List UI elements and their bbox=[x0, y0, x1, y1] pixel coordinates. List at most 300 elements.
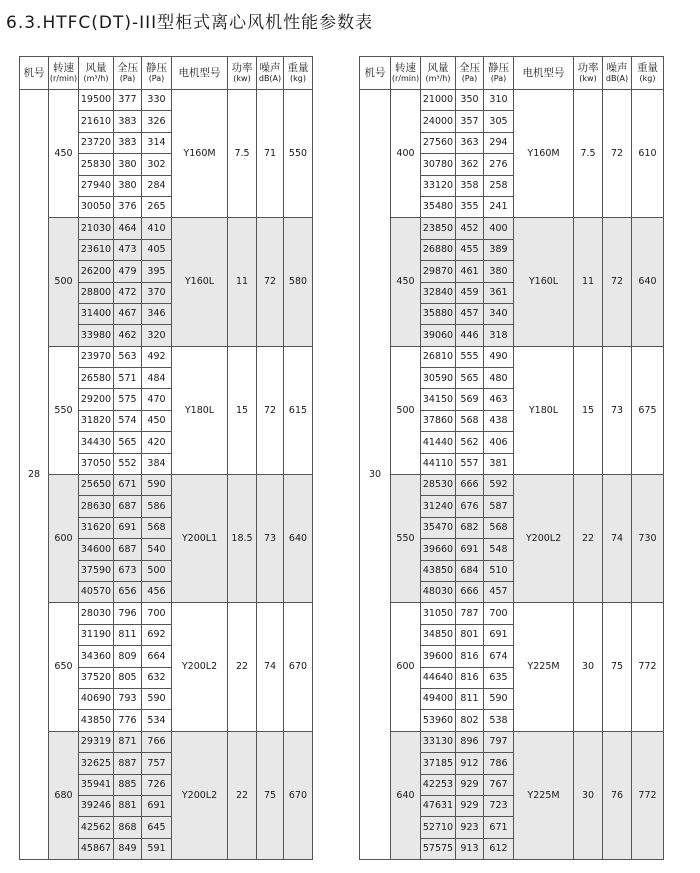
motor-cell: Y160M bbox=[514, 90, 574, 218]
total-pressure-cell: 380 bbox=[114, 154, 142, 175]
airflow-cell: 27560 bbox=[421, 132, 456, 153]
weight-cell: 772 bbox=[632, 731, 664, 859]
speed-cell: 500 bbox=[49, 218, 79, 346]
col-header-speed bbox=[49, 57, 79, 90]
col-header-power-label: 功率 bbox=[231, 61, 253, 74]
airflow-cell: 31050 bbox=[421, 603, 456, 624]
col-header-static-pressure-label: 静压 bbox=[146, 61, 167, 74]
speed-cell: 550 bbox=[49, 346, 79, 474]
total-pressure-cell: 358 bbox=[456, 175, 484, 196]
airflow-cell: 19500 bbox=[79, 90, 114, 111]
airflow-cell: 47631 bbox=[421, 795, 456, 816]
static-pressure-cell: 318 bbox=[484, 325, 514, 346]
total-pressure-cell: 913 bbox=[456, 838, 484, 859]
speed-cell: 500 bbox=[391, 346, 421, 474]
col-header-speed-label: 转速 bbox=[395, 61, 416, 74]
static-pressure-cell: 330 bbox=[142, 90, 172, 111]
total-pressure-cell: 557 bbox=[456, 453, 484, 474]
col-header-model bbox=[360, 57, 391, 90]
airflow-cell: 25830 bbox=[79, 154, 114, 175]
noise-cell: 72 bbox=[257, 346, 284, 474]
static-pressure-cell: 314 bbox=[142, 132, 172, 153]
table-row bbox=[360, 346, 664, 367]
motor-cell: Y200L1 bbox=[172, 475, 228, 603]
airflow-cell: 42562 bbox=[79, 817, 114, 838]
static-pressure-cell: 395 bbox=[142, 261, 172, 282]
static-pressure-cell: 590 bbox=[142, 688, 172, 709]
motor-cell: Y180L bbox=[172, 346, 228, 474]
static-pressure-cell: 664 bbox=[142, 646, 172, 667]
total-pressure-cell: 912 bbox=[456, 753, 484, 774]
airflow-cell: 34600 bbox=[79, 539, 114, 560]
airflow-cell: 39600 bbox=[421, 646, 456, 667]
table-row bbox=[360, 218, 664, 239]
total-pressure-cell: 455 bbox=[456, 239, 484, 260]
static-pressure-cell: 590 bbox=[142, 475, 172, 496]
noise-cell: 72 bbox=[603, 218, 632, 346]
col-header-static-pressure-label: 静压 bbox=[488, 61, 509, 74]
col-header-static-pressure-unit: (Pa) bbox=[148, 74, 165, 84]
weight-cell: 550 bbox=[284, 90, 313, 218]
col-header-speed-unit: (r/min) bbox=[49, 74, 78, 84]
col-header-motor-label: 电机型号 bbox=[178, 66, 221, 79]
total-pressure-cell: 467 bbox=[114, 303, 142, 324]
static-pressure-cell: 692 bbox=[142, 624, 172, 645]
static-pressure-cell: 370 bbox=[142, 282, 172, 303]
total-pressure-cell: 929 bbox=[456, 774, 484, 795]
header-row bbox=[360, 57, 664, 90]
static-pressure-cell: 302 bbox=[142, 154, 172, 175]
airflow-cell: 42253 bbox=[421, 774, 456, 795]
total-pressure-cell: 459 bbox=[456, 282, 484, 303]
airflow-cell: 41440 bbox=[421, 432, 456, 453]
power-cell: 18.5 bbox=[228, 475, 257, 603]
col-header-power-unit: (kw) bbox=[579, 74, 597, 84]
speed-cell: 400 bbox=[391, 90, 421, 218]
static-pressure-cell: 258 bbox=[484, 175, 514, 196]
total-pressure-cell: 569 bbox=[456, 389, 484, 410]
table-row bbox=[20, 346, 313, 367]
page-title: 6.3.HTFC(DT)-III型柜式离心风机性能参数表 bbox=[6, 13, 374, 33]
total-pressure-cell: 816 bbox=[456, 646, 484, 667]
airflow-cell: 37590 bbox=[79, 560, 114, 581]
total-pressure-cell: 350 bbox=[456, 90, 484, 111]
total-pressure-cell: 355 bbox=[456, 196, 484, 217]
noise-cell: 72 bbox=[603, 90, 632, 218]
airflow-cell: 21000 bbox=[421, 90, 456, 111]
col-header-power bbox=[228, 57, 257, 90]
static-pressure-cell: 400 bbox=[484, 218, 514, 239]
airflow-cell: 49400 bbox=[421, 688, 456, 709]
total-pressure-cell: 383 bbox=[114, 111, 142, 132]
static-pressure-cell: 691 bbox=[142, 795, 172, 816]
total-pressure-cell: 687 bbox=[114, 496, 142, 517]
col-header-static-pressure bbox=[142, 57, 172, 90]
static-pressure-cell: 786 bbox=[484, 753, 514, 774]
airflow-cell: 35470 bbox=[421, 517, 456, 538]
total-pressure-cell: 473 bbox=[114, 239, 142, 260]
airflow-cell: 26810 bbox=[421, 346, 456, 367]
static-pressure-cell: 587 bbox=[484, 496, 514, 517]
total-pressure-cell: 446 bbox=[456, 325, 484, 346]
total-pressure-cell: 563 bbox=[114, 346, 142, 367]
total-pressure-cell: 362 bbox=[456, 154, 484, 175]
airflow-cell: 37050 bbox=[79, 453, 114, 474]
speed-cell: 450 bbox=[391, 218, 421, 346]
perf-table-28 bbox=[19, 56, 313, 860]
static-pressure-cell: 510 bbox=[484, 560, 514, 581]
speed-cell: 680 bbox=[49, 731, 79, 859]
airflow-cell: 26200 bbox=[79, 261, 114, 282]
weight-cell: 580 bbox=[284, 218, 313, 346]
col-header-model bbox=[20, 57, 49, 90]
total-pressure-cell: 923 bbox=[456, 817, 484, 838]
static-pressure-cell: 726 bbox=[142, 774, 172, 795]
total-pressure-cell: 462 bbox=[114, 325, 142, 346]
static-pressure-cell: 590 bbox=[484, 688, 514, 709]
airflow-cell: 44640 bbox=[421, 667, 456, 688]
col-header-weight bbox=[284, 57, 313, 90]
speed-cell: 640 bbox=[391, 731, 421, 859]
col-header-motor bbox=[172, 57, 228, 90]
total-pressure-cell: 811 bbox=[114, 624, 142, 645]
static-pressure-cell: 420 bbox=[142, 432, 172, 453]
static-pressure-cell: 500 bbox=[142, 560, 172, 581]
total-pressure-cell: 691 bbox=[114, 517, 142, 538]
total-pressure-cell: 377 bbox=[114, 90, 142, 111]
power-cell: 30 bbox=[574, 603, 603, 731]
airflow-cell: 43850 bbox=[79, 710, 114, 731]
total-pressure-cell: 849 bbox=[114, 838, 142, 859]
col-header-noise-label: 噪声 bbox=[606, 61, 628, 74]
col-header-total-pressure bbox=[456, 57, 484, 90]
col-header-weight-unit: (kg) bbox=[639, 74, 656, 84]
motor-cell: Y160L bbox=[514, 218, 574, 346]
static-pressure-cell: 456 bbox=[142, 581, 172, 602]
total-pressure-cell: 801 bbox=[456, 624, 484, 645]
airflow-cell: 34360 bbox=[79, 646, 114, 667]
col-header-total-pressure bbox=[114, 57, 142, 90]
motor-cell: Y180L bbox=[514, 346, 574, 474]
airflow-cell: 23970 bbox=[79, 346, 114, 367]
col-header-noise-unit: dB(A) bbox=[605, 74, 629, 84]
col-header-noise bbox=[257, 57, 284, 90]
power-cell: 22 bbox=[228, 603, 257, 731]
col-header-speed-unit: (r/min) bbox=[391, 74, 420, 84]
total-pressure-cell: 896 bbox=[456, 731, 484, 752]
col-header-airflow-label: 风量 bbox=[427, 61, 449, 74]
table-row bbox=[20, 218, 313, 239]
airflow-cell: 35480 bbox=[421, 196, 456, 217]
total-pressure-cell: 565 bbox=[114, 432, 142, 453]
airflow-cell: 48030 bbox=[421, 581, 456, 602]
total-pressure-cell: 776 bbox=[114, 710, 142, 731]
airflow-cell: 37185 bbox=[421, 753, 456, 774]
col-header-noise bbox=[603, 57, 632, 90]
total-pressure-cell: 887 bbox=[114, 753, 142, 774]
total-pressure-cell: 805 bbox=[114, 667, 142, 688]
airflow-cell: 31190 bbox=[79, 624, 114, 645]
table-row bbox=[360, 475, 664, 496]
static-pressure-cell: 380 bbox=[484, 261, 514, 282]
power-cell: 11 bbox=[228, 218, 257, 346]
total-pressure-cell: 871 bbox=[114, 731, 142, 752]
airflow-cell: 28530 bbox=[421, 475, 456, 496]
performance-table-left bbox=[19, 56, 313, 860]
total-pressure-cell: 656 bbox=[114, 581, 142, 602]
airflow-cell: 31820 bbox=[79, 410, 114, 431]
col-header-speed bbox=[391, 57, 421, 90]
airflow-cell: 32840 bbox=[421, 282, 456, 303]
total-pressure-cell: 809 bbox=[114, 646, 142, 667]
weight-cell: 730 bbox=[632, 475, 664, 603]
airflow-cell: 30050 bbox=[79, 196, 114, 217]
airflow-cell: 30780 bbox=[421, 154, 456, 175]
airflow-cell: 43850 bbox=[421, 560, 456, 581]
col-header-noise-label: 噪声 bbox=[259, 61, 281, 74]
col-header-airflow-label: 风量 bbox=[85, 61, 107, 74]
airflow-cell: 29319 bbox=[79, 731, 114, 752]
col-header-weight-label: 重量 bbox=[287, 61, 309, 74]
power-cell: 11 bbox=[574, 218, 603, 346]
airflow-cell: 23850 bbox=[421, 218, 456, 239]
table-row bbox=[20, 603, 313, 624]
weight-cell: 610 bbox=[632, 90, 664, 218]
total-pressure-cell: 376 bbox=[114, 196, 142, 217]
static-pressure-cell: 592 bbox=[484, 475, 514, 496]
col-header-total-pressure-unit: (Pa) bbox=[119, 74, 136, 84]
motor-cell: Y225M bbox=[514, 731, 574, 859]
noise-cell: 73 bbox=[257, 475, 284, 603]
power-cell: 7.5 bbox=[574, 90, 603, 218]
total-pressure-cell: 811 bbox=[456, 688, 484, 709]
airflow-cell: 27940 bbox=[79, 175, 114, 196]
col-header-power bbox=[574, 57, 603, 90]
total-pressure-cell: 568 bbox=[456, 410, 484, 431]
motor-cell: Y160M bbox=[172, 90, 228, 218]
static-pressure-cell: 294 bbox=[484, 132, 514, 153]
motor-cell: Y225M bbox=[514, 603, 574, 731]
col-header-total-pressure-unit: (Pa) bbox=[461, 74, 478, 84]
static-pressure-cell: 284 bbox=[142, 175, 172, 196]
static-pressure-cell: 305 bbox=[484, 111, 514, 132]
total-pressure-cell: 682 bbox=[456, 517, 484, 538]
total-pressure-cell: 881 bbox=[114, 795, 142, 816]
airflow-cell: 28800 bbox=[79, 282, 114, 303]
static-pressure-cell: 438 bbox=[484, 410, 514, 431]
col-header-static-pressure-unit: (Pa) bbox=[490, 74, 507, 84]
total-pressure-cell: 552 bbox=[114, 453, 142, 474]
col-header-total-pressure-label: 全压 bbox=[459, 61, 480, 74]
noise-cell: 74 bbox=[603, 475, 632, 603]
airflow-cell: 33980 bbox=[79, 325, 114, 346]
total-pressure-cell: 575 bbox=[114, 389, 142, 410]
table-row bbox=[20, 90, 313, 111]
table-row bbox=[360, 90, 664, 111]
static-pressure-cell: 700 bbox=[142, 603, 172, 624]
motor-cell: Y160L bbox=[172, 218, 228, 346]
airflow-cell: 30590 bbox=[421, 368, 456, 389]
static-pressure-cell: 534 bbox=[142, 710, 172, 731]
static-pressure-cell: 265 bbox=[142, 196, 172, 217]
airflow-cell: 34850 bbox=[421, 624, 456, 645]
total-pressure-cell: 684 bbox=[456, 560, 484, 581]
total-pressure-cell: 868 bbox=[114, 817, 142, 838]
col-header-weight-unit: (kg) bbox=[290, 74, 306, 84]
power-cell: 15 bbox=[228, 346, 257, 474]
static-pressure-cell: 346 bbox=[142, 303, 172, 324]
airflow-cell: 57575 bbox=[421, 838, 456, 859]
static-pressure-cell: 635 bbox=[484, 667, 514, 688]
col-header-model-label: 机号 bbox=[364, 66, 386, 79]
airflow-cell: 28030 bbox=[79, 603, 114, 624]
static-pressure-cell: 484 bbox=[142, 368, 172, 389]
total-pressure-cell: 452 bbox=[456, 218, 484, 239]
col-header-airflow-unit: (m³/h) bbox=[425, 74, 451, 84]
static-pressure-cell: 700 bbox=[484, 603, 514, 624]
airflow-cell: 24000 bbox=[421, 111, 456, 132]
speed-cell: 650 bbox=[49, 603, 79, 731]
airflow-cell: 34430 bbox=[79, 432, 114, 453]
col-header-weight-label: 重量 bbox=[637, 61, 658, 74]
airflow-cell: 52710 bbox=[421, 817, 456, 838]
airflow-cell: 25650 bbox=[79, 475, 114, 496]
total-pressure-cell: 787 bbox=[456, 603, 484, 624]
power-cell: 30 bbox=[574, 731, 603, 859]
power-cell: 15 bbox=[574, 346, 603, 474]
static-pressure-cell: 340 bbox=[484, 303, 514, 324]
col-header-airflow-unit: (m³/h) bbox=[83, 74, 109, 84]
col-header-weight bbox=[632, 57, 664, 90]
static-pressure-cell: 326 bbox=[142, 111, 172, 132]
airflow-cell: 39246 bbox=[79, 795, 114, 816]
motor-cell: Y200L2 bbox=[172, 731, 228, 859]
weight-cell: 640 bbox=[284, 475, 313, 603]
total-pressure-cell: 796 bbox=[114, 603, 142, 624]
total-pressure-cell: 457 bbox=[456, 303, 484, 324]
static-pressure-cell: 540 bbox=[142, 539, 172, 560]
static-pressure-cell: 492 bbox=[142, 346, 172, 367]
static-pressure-cell: 384 bbox=[142, 453, 172, 474]
static-pressure-cell: 632 bbox=[142, 667, 172, 688]
weight-cell: 640 bbox=[632, 218, 664, 346]
performance-table-right bbox=[359, 56, 664, 860]
table-row bbox=[20, 731, 313, 752]
total-pressure-cell: 479 bbox=[114, 261, 142, 282]
airflow-cell: 31240 bbox=[421, 496, 456, 517]
static-pressure-cell: 470 bbox=[142, 389, 172, 410]
static-pressure-cell: 671 bbox=[484, 817, 514, 838]
static-pressure-cell: 612 bbox=[484, 838, 514, 859]
airflow-cell: 31400 bbox=[79, 303, 114, 324]
airflow-cell: 29870 bbox=[421, 261, 456, 282]
total-pressure-cell: 816 bbox=[456, 667, 484, 688]
total-pressure-cell: 383 bbox=[114, 132, 142, 153]
table-row bbox=[360, 731, 664, 752]
noise-cell: 71 bbox=[257, 90, 284, 218]
static-pressure-cell: 548 bbox=[484, 539, 514, 560]
static-pressure-cell: 568 bbox=[142, 517, 172, 538]
total-pressure-cell: 562 bbox=[456, 432, 484, 453]
total-pressure-cell: 571 bbox=[114, 368, 142, 389]
airflow-cell: 21610 bbox=[79, 111, 114, 132]
static-pressure-cell: 568 bbox=[484, 517, 514, 538]
airflow-cell: 34150 bbox=[421, 389, 456, 410]
static-pressure-cell: 757 bbox=[142, 753, 172, 774]
total-pressure-cell: 929 bbox=[456, 795, 484, 816]
total-pressure-cell: 671 bbox=[114, 475, 142, 496]
airflow-cell: 23720 bbox=[79, 132, 114, 153]
noise-cell: 76 bbox=[603, 731, 632, 859]
col-header-total-pressure-label: 全压 bbox=[117, 61, 138, 74]
static-pressure-cell: 674 bbox=[484, 646, 514, 667]
airflow-cell: 33120 bbox=[421, 175, 456, 196]
static-pressure-cell: 406 bbox=[484, 432, 514, 453]
weight-cell: 670 bbox=[284, 603, 313, 731]
airflow-cell: 21030 bbox=[79, 218, 114, 239]
total-pressure-cell: 464 bbox=[114, 218, 142, 239]
noise-cell: 75 bbox=[603, 603, 632, 731]
airflow-cell: 31620 bbox=[79, 517, 114, 538]
noise-cell: 75 bbox=[257, 731, 284, 859]
speed-cell: 450 bbox=[49, 90, 79, 218]
static-pressure-cell: 389 bbox=[484, 239, 514, 260]
airflow-cell: 26580 bbox=[79, 368, 114, 389]
speed-cell: 600 bbox=[49, 475, 79, 603]
table-row bbox=[360, 603, 664, 624]
airflow-cell: 37860 bbox=[421, 410, 456, 431]
total-pressure-cell: 691 bbox=[456, 539, 484, 560]
col-header-airflow bbox=[79, 57, 114, 90]
airflow-cell: 35880 bbox=[421, 303, 456, 324]
airflow-cell: 45867 bbox=[79, 838, 114, 859]
airflow-cell: 23610 bbox=[79, 239, 114, 260]
perf-table-30 bbox=[359, 56, 664, 860]
total-pressure-cell: 793 bbox=[114, 688, 142, 709]
total-pressure-cell: 472 bbox=[114, 282, 142, 303]
noise-cell: 73 bbox=[603, 346, 632, 474]
col-header-power-label: 功率 bbox=[577, 61, 599, 74]
static-pressure-cell: 691 bbox=[484, 624, 514, 645]
static-pressure-cell: 767 bbox=[484, 774, 514, 795]
static-pressure-cell: 463 bbox=[484, 389, 514, 410]
noise-cell: 72 bbox=[257, 218, 284, 346]
total-pressure-cell: 673 bbox=[114, 560, 142, 581]
speed-cell: 600 bbox=[391, 603, 421, 731]
static-pressure-cell: 320 bbox=[142, 325, 172, 346]
airflow-cell: 32625 bbox=[79, 753, 114, 774]
weight-cell: 670 bbox=[284, 731, 313, 859]
col-header-motor-label: 电机型号 bbox=[522, 66, 565, 79]
airflow-cell: 53960 bbox=[421, 710, 456, 731]
machine-number: 30 bbox=[360, 90, 391, 860]
static-pressure-cell: 410 bbox=[142, 218, 172, 239]
col-header-motor bbox=[514, 57, 574, 90]
col-header-noise-unit: dB(A) bbox=[258, 74, 282, 84]
static-pressure-cell: 361 bbox=[484, 282, 514, 303]
noise-cell: 74 bbox=[257, 603, 284, 731]
col-header-power-unit: (kw) bbox=[233, 74, 251, 84]
total-pressure-cell: 676 bbox=[456, 496, 484, 517]
airflow-cell: 33130 bbox=[421, 731, 456, 752]
power-cell: 22 bbox=[228, 731, 257, 859]
total-pressure-cell: 687 bbox=[114, 539, 142, 560]
weight-cell: 772 bbox=[632, 603, 664, 731]
total-pressure-cell: 380 bbox=[114, 175, 142, 196]
static-pressure-cell: 766 bbox=[142, 731, 172, 752]
static-pressure-cell: 538 bbox=[484, 710, 514, 731]
airflow-cell: 40690 bbox=[79, 688, 114, 709]
